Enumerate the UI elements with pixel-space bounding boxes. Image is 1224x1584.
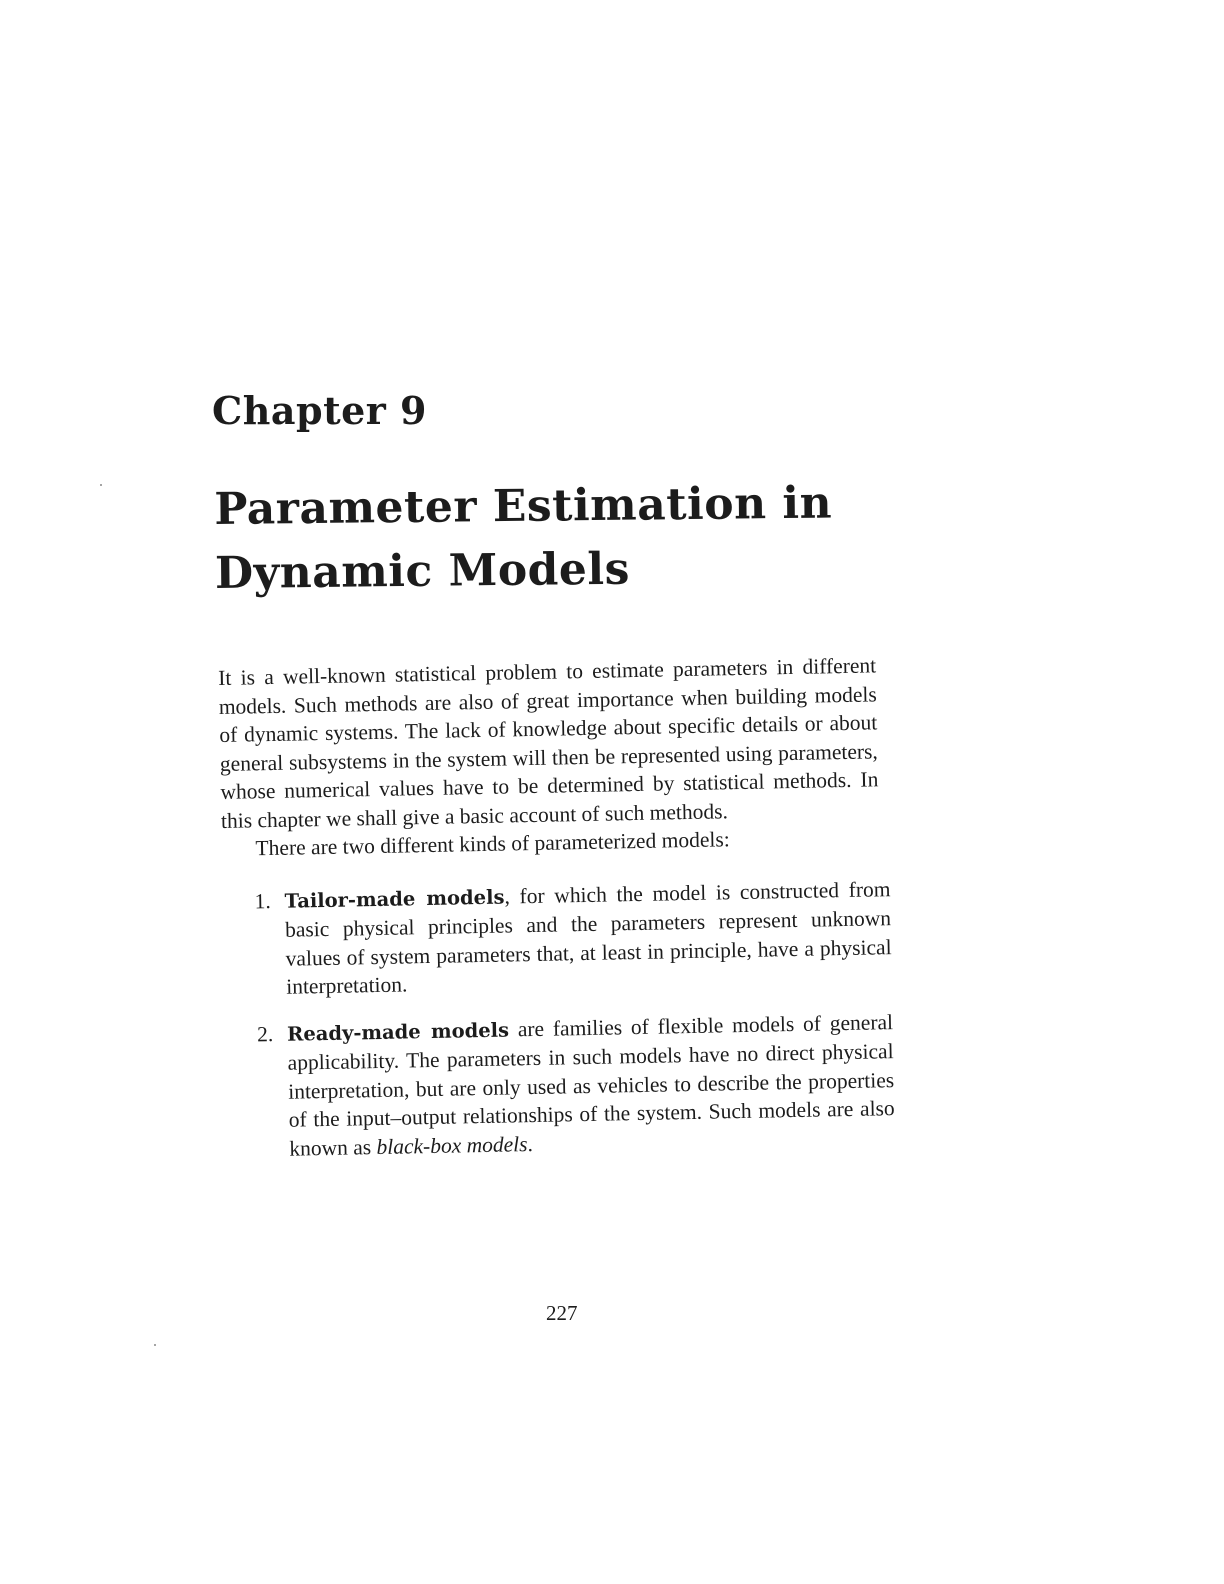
list-item-text: are families of flexible models of general applicability. The parameters in such models have no direct physical interpretation, but are only used as vehicles to describe the properties of the input–output relationships of the system. Such models are also known as <box>287 1009 895 1161</box>
scan-speck <box>100 484 102 486</box>
list-item-number: 2. <box>256 1021 274 1046</box>
term-tailor-made-models: Tailor-made models <box>284 885 505 913</box>
scan-speck <box>154 1344 156 1346</box>
chapter-label: Chapter 9 <box>212 388 427 433</box>
chapter-title-line-2: Dynamic Models <box>214 543 631 599</box>
chapter-title-line-1: Parameter Estimation in <box>214 477 833 535</box>
term-ready-made-models: Ready-made models <box>286 1017 510 1046</box>
intro-paragraph: It is a well-known statistical problem to estimate parameters in different models. Such methods are also of great importance when building models of dynamic systems. The lack of knowledge about specific details or about general subsystems in the system will then be represented using parameters, whose numerical values have to be determined by statistical methods. In this chapter we shall give a basic account of such methods. <box>218 653 879 833</box>
emphasis-black-box-models: black-box models <box>376 1131 528 1159</box>
list-item-tailor-made <box>254 875 892 1002</box>
chapter-title <box>214 471 915 606</box>
list-item-end: . <box>527 1131 534 1156</box>
list-item-ready-made <box>256 1008 896 1163</box>
model-kinds-list <box>222 875 895 1164</box>
list-item-text: , for which the model is constructed from basic physical principles and the parameters represent unknown values of system parameters that, at least in principle, have a physical interpretation. <box>284 876 892 999</box>
list-item-number: 1. <box>254 888 271 913</box>
page-number: 227 <box>546 1301 578 1325</box>
chapter-body <box>218 651 896 1182</box>
list-intro-paragraph: There are two different kinds of parameterized models: <box>255 827 730 861</box>
